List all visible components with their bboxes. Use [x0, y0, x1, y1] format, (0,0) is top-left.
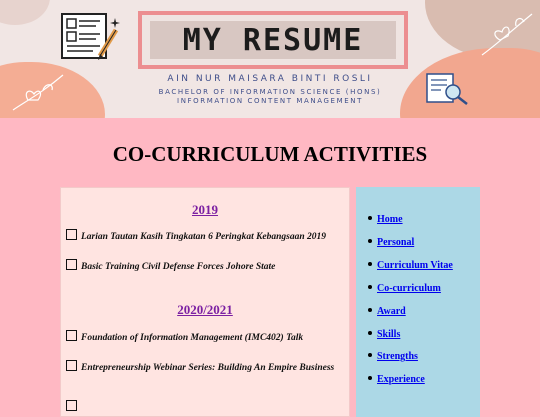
activity-text: Entrepreneurship Webinar Series: Building An Empire Business: [81, 363, 335, 373]
co-curriculum-content: [60, 187, 350, 417]
year-heading[interactable]: 2019: [192, 202, 218, 217]
bullet-icon: [368, 376, 372, 380]
nav-item-curriculum-vitae: [368, 260, 453, 272]
activity-item: [66, 229, 344, 245]
checkbox-icon: [66, 360, 77, 371]
nav-link-home[interactable]: Home: [377, 214, 403, 225]
resume-title: MY RESUME: [182, 22, 364, 58]
side-navigation: [356, 187, 480, 417]
bullet-icon: [368, 331, 372, 335]
nav-item-experience: [368, 374, 425, 386]
bullet-icon: [368, 353, 372, 357]
nav-link-experience[interactable]: Experience: [377, 374, 425, 385]
nav-item-personal: [368, 237, 414, 249]
resume-title-inner: [150, 21, 396, 59]
activity-text: Foundation of Information Management (IMC402) Talk: [81, 333, 304, 343]
activity-item: [66, 360, 344, 376]
major-name: INFORMATION CONTENT MANAGEMENT: [177, 97, 363, 105]
bullet-icon: [368, 262, 372, 266]
nav-item-skills: [368, 329, 400, 341]
checkbox-icon: [66, 400, 77, 411]
nav-link-personal[interactable]: Personal: [377, 237, 415, 248]
nav-item-home: [368, 214, 403, 226]
resume-banner: [0, 0, 540, 118]
bullet-icon: [368, 216, 372, 220]
activity-text: Larian Tautan Kasih Tingkatan 6 Peringkat Kebangsaan 2019: [81, 232, 327, 242]
activity-text: Basic Training Civil Defense Forces Johore State: [81, 262, 276, 272]
degree-name: BACHELOR OF INFORMATION SCIENCE (HONS): [158, 88, 382, 96]
year-heading[interactable]: 2020/2021: [177, 302, 233, 317]
checkbox-icon: [66, 330, 77, 341]
activity-item: [66, 400, 344, 416]
nav-link-strengths[interactable]: Strengths: [377, 351, 418, 362]
nav-link-skills[interactable]: Skills: [377, 329, 401, 340]
nav-item-co-curriculum: [368, 283, 441, 295]
nav-link-award[interactable]: Award: [377, 306, 406, 317]
flower-icon: [8, 70, 68, 115]
bullet-icon: [368, 285, 372, 289]
nav-item-strengths: [368, 351, 418, 363]
bullet-icon: [368, 239, 372, 243]
checkbox-icon: [66, 229, 77, 240]
student-name: AIN NUR MAISARA BINTI ROSLI: [167, 74, 373, 84]
document-pencil-icon: [60, 12, 122, 62]
activity-item: [66, 330, 344, 346]
decor-blob: [0, 0, 50, 25]
nav-link-co-curriculum[interactable]: Co-curriculum: [377, 283, 441, 294]
nav-item-award: [368, 306, 406, 318]
activity-item: [66, 259, 344, 275]
resume-title-frame: [138, 11, 408, 69]
nav-link-curriculum-vitae[interactable]: Curriculum Vitae: [377, 260, 453, 271]
page-title: CO-CURRICULUM ACTIVITIES: [112, 142, 428, 166]
bullet-icon: [368, 308, 372, 312]
document-search-icon: [425, 72, 471, 106]
checkbox-icon: [66, 259, 77, 270]
flower-icon: [478, 10, 536, 60]
